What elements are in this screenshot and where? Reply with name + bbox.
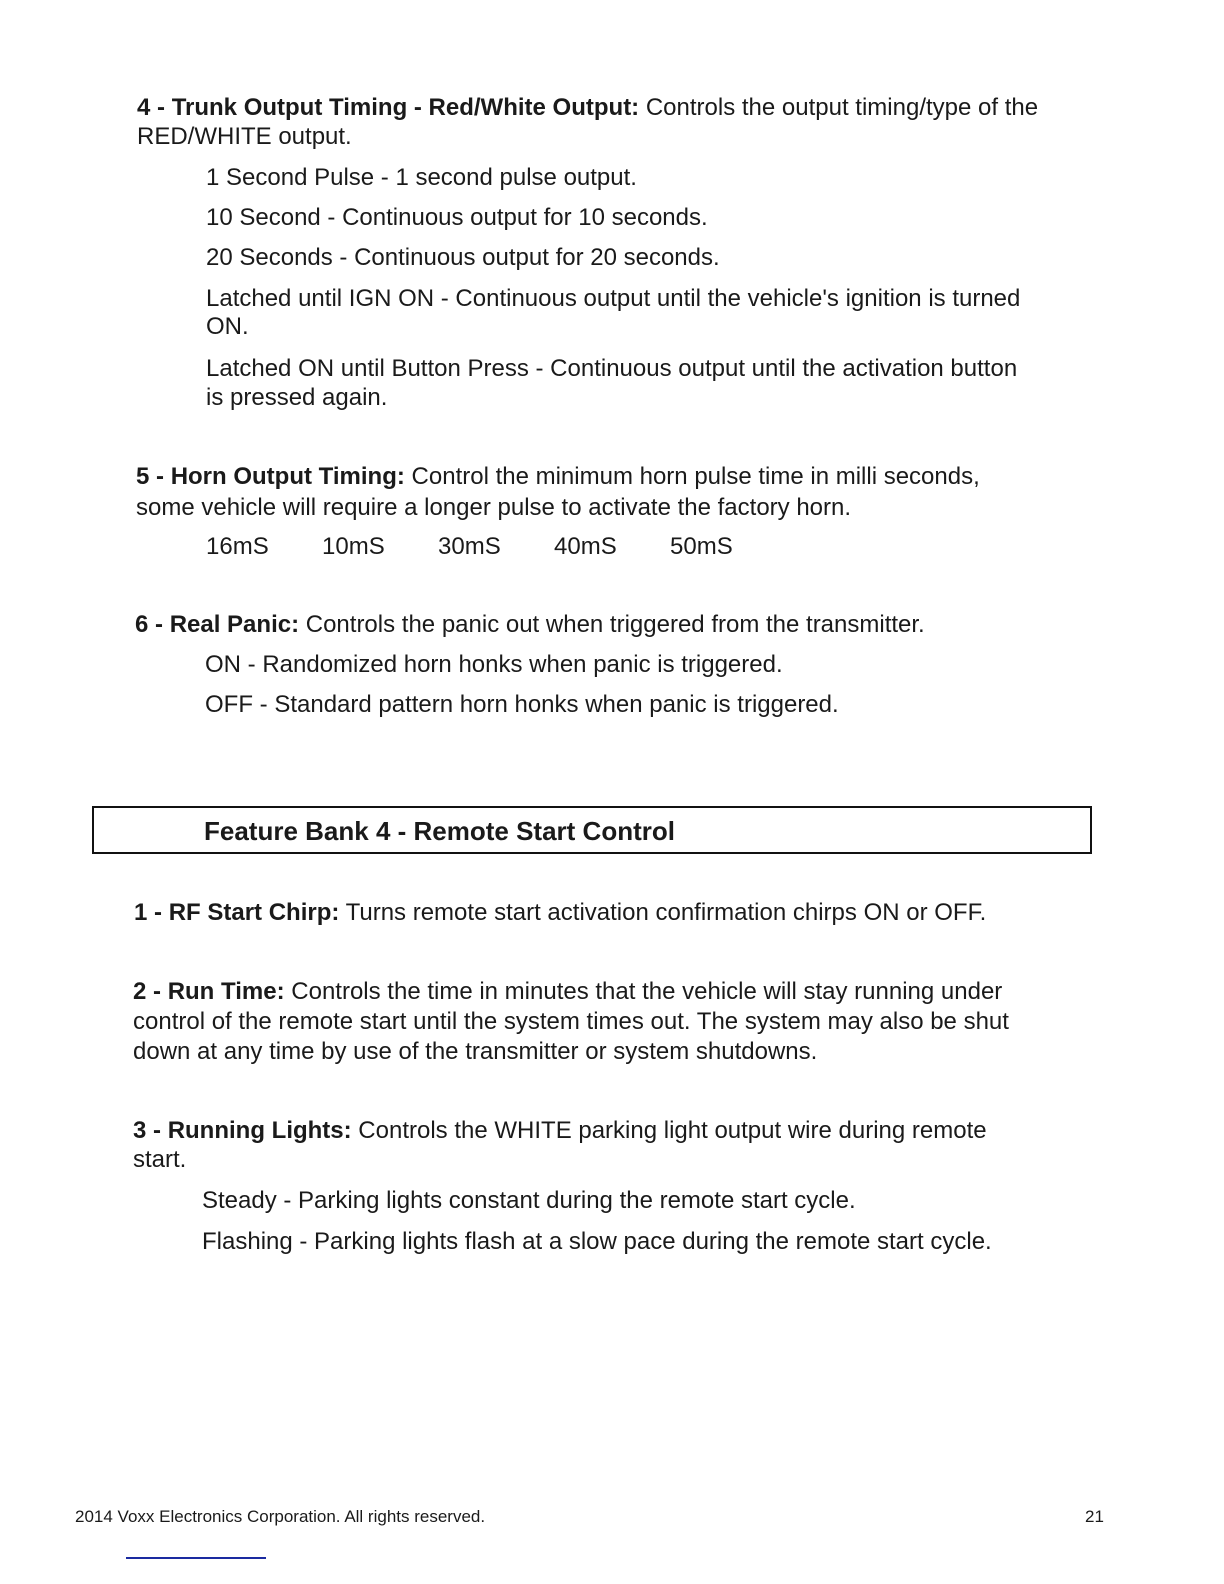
option: 30mS — [438, 533, 501, 560]
options-row — [206, 532, 786, 562]
text: Controls the panic out when triggered from the transmitter. — [299, 611, 925, 638]
divider — [126, 1557, 266, 1559]
text: Controls the time in minutes that the vehicle will stay running under — [284, 978, 1003, 1005]
title: Run Time: — [167, 978, 285, 1005]
option: Latched until IGN ON - Continuous output until the vehicle's ignition is turned — [206, 285, 1021, 312]
page-number: 21 — [1085, 1507, 1104, 1526]
text: Turns remote start activation confirmation chirps ON or OFF. — [339, 899, 987, 926]
section-heading — [137, 93, 1038, 123]
title: Trunk Output Timing - Red/White Output: — [171, 94, 640, 121]
text: Control the minimum horn pulse time in milli seconds, — [404, 463, 980, 490]
section-heading — [134, 898, 986, 928]
option: Flashing - Parking lights flash at a slow pace during the remote start cycle. — [202, 1228, 992, 1255]
option: 50mS — [670, 533, 733, 560]
header-title: Feature Bank 4 - Remote Start Control — [204, 816, 675, 846]
section-heading — [133, 977, 1002, 1007]
section-heading — [136, 462, 980, 492]
text: Controls the WHITE parking light output wire during remote — [351, 1117, 987, 1144]
num: 3 - — [133, 1117, 168, 1144]
num: 4 - — [137, 94, 172, 121]
text: down at any time by use of the transmitter or system shutdowns. — [133, 1038, 818, 1065]
text: Controls the output timing/type of the — [639, 94, 1039, 121]
text: RED/WHITE output. — [137, 123, 352, 150]
text: start. — [133, 1146, 187, 1173]
text: control of the remote start until the system times out. The system may also be shut — [133, 1008, 1009, 1035]
option: 10mS — [322, 533, 385, 560]
option: 1 Second Pulse - 1 second pulse output. — [206, 164, 637, 191]
title: Running Lights: — [167, 1117, 352, 1144]
text: some vehicle will require a longer pulse to activate the factory horn. — [136, 494, 852, 521]
num: 2 - — [133, 978, 168, 1005]
num: 5 - — [136, 463, 171, 490]
title: Real Panic: — [169, 611, 300, 638]
footer-copyright: 2014 Voxx Electronics Corporation. All rights reserved. — [75, 1507, 486, 1526]
title: RF Start Chirp: — [168, 899, 340, 926]
feature-bank-header — [92, 806, 1092, 854]
option: Latched ON until Button Press - Continuous output until the activation button — [206, 355, 1018, 382]
option: 10 Second - Continuous output for 10 seconds. — [206, 204, 708, 231]
num: 6 - — [135, 611, 170, 638]
option: ON - Randomized horn honks when panic is triggered. — [205, 651, 783, 678]
num: 1 - — [134, 899, 169, 926]
option: OFF - Standard pattern horn honks when panic is triggered. — [205, 691, 839, 718]
option: 40mS — [554, 533, 617, 560]
title: Horn Output Timing: — [170, 463, 405, 490]
option: ON. — [206, 313, 249, 340]
option: 16mS — [206, 533, 269, 560]
section-heading — [133, 1116, 987, 1146]
option: is pressed again. — [206, 384, 388, 411]
section-heading — [135, 610, 925, 640]
option: 20 Seconds - Continuous output for 20 seconds. — [206, 244, 720, 271]
option: Steady - Parking lights constant during the remote start cycle. — [202, 1187, 856, 1214]
